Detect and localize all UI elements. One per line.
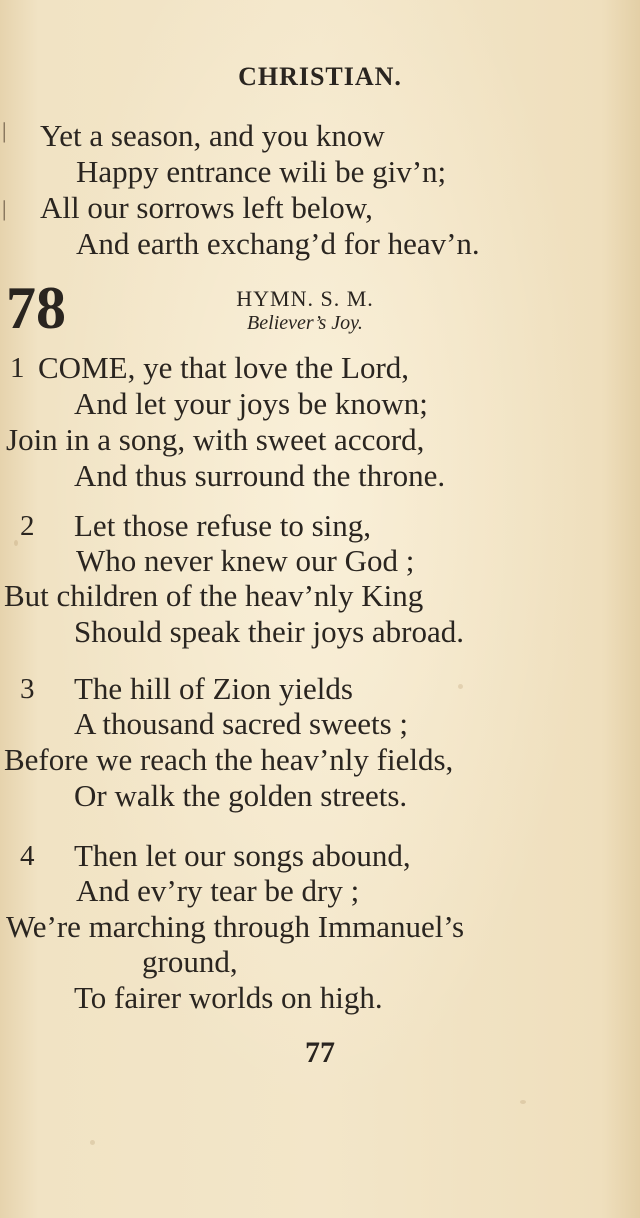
stanza-line: ground, xyxy=(142,944,238,979)
previous-hymn-line: Yet a season, and you know xyxy=(40,118,385,153)
stanza-number: 4 xyxy=(20,840,35,872)
hymn-heading: HYMN. S. M. xyxy=(236,286,374,311)
running-head: CHRISTIAN. xyxy=(238,62,402,91)
age-spot xyxy=(520,1100,526,1104)
stanza-number: 1 xyxy=(10,352,25,384)
stanza-line: Should speak their joys abroad. xyxy=(74,614,465,649)
stanza-line: COME, ye that love the Lord, xyxy=(38,350,410,385)
margin-tick: | xyxy=(2,118,7,143)
stanza-line: Join in a song, with sweet accord, xyxy=(6,422,425,457)
stanza-line: Who never knew our God ; xyxy=(76,543,415,578)
age-spot xyxy=(90,1140,95,1145)
stanza-number: 2 xyxy=(20,510,35,542)
stanza-line: Before we reach the heav’nly fields, xyxy=(4,742,454,777)
page-number: 77 xyxy=(305,1036,335,1069)
stanza-line: A thousand sacred sweets ; xyxy=(74,706,409,741)
age-spot xyxy=(458,684,463,689)
stanza-line: And thus surround the throne. xyxy=(74,458,446,493)
hymn-number: 78 xyxy=(6,275,66,341)
age-spot xyxy=(14,540,18,546)
stanza-line: And let your joys be known; xyxy=(74,386,428,421)
stanza-line: And ev’ry tear be dry ; xyxy=(76,873,360,908)
stanza-number: 3 xyxy=(20,673,35,705)
previous-hymn-line: And earth exchang’d for heav’n. xyxy=(76,226,480,261)
stanza-line: But children of the heav’nly King xyxy=(4,578,424,613)
stanza-line: We’re marching through Immanuel’s xyxy=(6,909,465,944)
stanza-line: Or walk the golden streets. xyxy=(74,778,408,813)
hymn-subtitle: Believer’s Joy. xyxy=(247,312,363,334)
stanza-line: The hill of Zion yields xyxy=(74,671,353,706)
stanza-line: Then let our songs abound, xyxy=(74,838,411,873)
previous-hymn-line: Happy entrance wili be giv’n; xyxy=(76,154,447,189)
margin-tick: | xyxy=(2,196,7,221)
stanza-line: Let those refuse to sing, xyxy=(74,508,372,543)
stanza-line: To fairer worlds on high. xyxy=(74,980,383,1015)
previous-hymn-line: All our sorrows left below, xyxy=(40,190,373,225)
